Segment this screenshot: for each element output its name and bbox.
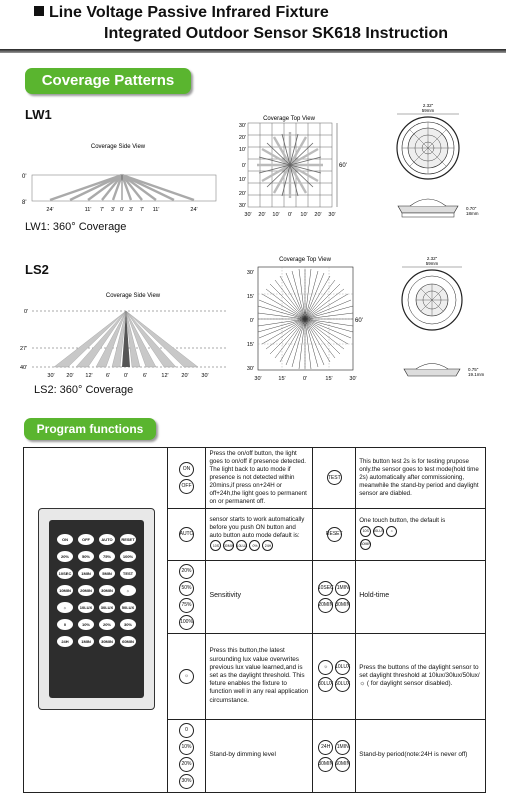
ls2-side-x-label: 30'	[47, 373, 55, 379]
lw1-side-view	[18, 138, 228, 218]
lw1-side-x-label: 11'	[152, 207, 160, 213]
row-icons	[167, 560, 206, 633]
ls2-top-x-label: 0'	[302, 376, 308, 382]
lw1-dim-h-mm: 18mm	[466, 211, 479, 216]
header-divider	[0, 49, 506, 53]
remote-key[interactable]: 1MIN	[78, 568, 94, 579]
lw1-top-side: 60'	[339, 163, 347, 169]
row-icons	[167, 508, 206, 560]
default-badge: 24H	[262, 540, 273, 551]
lw1-top-x-label: 20'	[258, 212, 266, 218]
ls2-top-x-label: 15'	[325, 376, 333, 382]
ls2-product-drawing	[390, 254, 500, 384]
ls2-side-y: 27'	[20, 346, 28, 352]
default-badge: 30MIN	[360, 539, 371, 550]
lw1-top-x-label: 20'	[314, 212, 322, 218]
ls2-top-x-label: 15'	[278, 376, 286, 382]
remote-key[interactable]: 20MIN	[78, 585, 94, 596]
test-button[interactable]: TEST	[327, 470, 342, 485]
ls2-caption: LS2: 360° Coverage	[34, 384, 134, 396]
dim-30-button[interactable]: 30%	[179, 774, 194, 789]
ls2-side-y: 0'	[24, 309, 29, 315]
row-icons	[313, 508, 356, 560]
lw1-side-x-label: 24'	[190, 207, 198, 213]
hold-30min-button[interactable]: 30MIN	[335, 598, 350, 613]
lw1-top-y-label: 20'	[238, 191, 246, 197]
lw1-side-x-label: 7'	[99, 207, 105, 213]
lux-50-button[interactable]: 50LUX	[335, 677, 350, 692]
ls2-side-title: Coverage Side View	[105, 293, 161, 299]
lw1-top-x-label: 30'	[328, 212, 336, 218]
title-line-2: Integrated Outdoor Sensor SK618 Instruction	[104, 25, 449, 42]
ls2-side-view	[18, 287, 228, 387]
ls2-top-y-label: 15'	[246, 342, 254, 348]
remote-key[interactable]: 1MIN	[78, 636, 94, 647]
ls2-side-x-label: 20'	[181, 373, 189, 379]
remote-key[interactable]: RESET	[120, 534, 136, 545]
lw1-side-x-label: 24'	[46, 207, 54, 213]
program-section-label: Program functions	[24, 418, 156, 440]
lw1-top-y-label: 30'	[238, 203, 246, 209]
lw1-side-y-8: 8'	[22, 200, 27, 206]
dim-0-button[interactable]: 0	[179, 723, 194, 738]
ls2-side-x-label: 0'	[123, 373, 129, 379]
remote-key[interactable]: 30MIN	[99, 585, 115, 596]
daylight-disable-button[interactable]: ☼	[318, 660, 333, 675]
default-badge: 10S	[210, 540, 221, 551]
remote-key[interactable]: 50LUX	[120, 602, 136, 613]
on-button[interactable]: ON	[179, 462, 194, 477]
ls2-top-y-label: 15'	[246, 294, 254, 300]
lw1-dim-h: 0.70"	[466, 206, 477, 211]
remote-key[interactable]: 0	[57, 619, 73, 630]
lux-30-button[interactable]: 30LUX	[318, 677, 333, 692]
row-desc: Stand-by dimming level	[206, 719, 313, 792]
ls2-side-x-label: 12'	[85, 373, 93, 379]
lw1-top-y-label: 10'	[238, 147, 246, 153]
ls2-side-x-label: 20'	[66, 373, 74, 379]
hold-10sec-button[interactable]: 10SEC	[318, 581, 333, 596]
default-badge: 10S	[360, 526, 371, 537]
default-badge: 30MIN	[223, 540, 234, 551]
sens-75-button[interactable]: 75%	[179, 598, 194, 613]
default-badge: 10LUX	[236, 540, 247, 551]
remote-key[interactable]: AUTO	[99, 534, 115, 545]
row-desc: Stand-by period(note:24H is never off)	[356, 719, 486, 792]
lw1-top-y-label: 10'	[238, 177, 246, 183]
remote-key[interactable]: 30LUX	[99, 602, 115, 613]
row-desc: This button test 2s is for testing prupose only.the sensor goes to test mode(hold time 2s) automatically after commissioning, meanwhile the stand-by period and daylight sensor are diabled.	[356, 448, 486, 509]
lw1-caption: LW1: 360° Coverage	[25, 221, 127, 233]
ls2-top-view	[242, 252, 367, 385]
dim-10-button[interactable]: 10%	[179, 740, 194, 755]
remote-key[interactable]: 75%	[99, 551, 115, 562]
remote-key[interactable]: 10MIN	[57, 585, 73, 596]
remote-key[interactable]: 100%	[120, 551, 136, 562]
lux-10-button[interactable]: 10LUX	[335, 660, 350, 675]
lw1-dim-w-mm: 59mm	[421, 108, 435, 113]
remote-key[interactable]: 20%	[99, 619, 115, 630]
off-button[interactable]: OFF	[179, 479, 194, 494]
lw1-side-title: Coverage Side View	[90, 144, 146, 150]
lw1-side-x-label: 0'	[119, 207, 125, 213]
row-icons	[167, 448, 206, 509]
ls2-side-x-label: 6'	[105, 373, 111, 379]
lw1-side-x-label: 3'	[128, 207, 134, 213]
remote-key[interactable]: 10SEC	[57, 568, 73, 579]
row-desc	[206, 508, 313, 560]
ls2-dim-h-mm: 19.1mm	[468, 372, 485, 377]
function-row	[24, 448, 486, 509]
remote-key[interactable]: ☼	[57, 602, 73, 613]
lw1-side-x-label: 7'	[139, 207, 145, 213]
ls2-top-y-label: 0'	[249, 318, 254, 324]
remote-key[interactable]: 60MIN	[120, 636, 136, 647]
ls2-side-x-label: 6'	[142, 373, 148, 379]
auto-desc: sensor starts to work automatically before you push ON button and auto button auto mode default is:	[209, 515, 305, 539]
sens-100-button[interactable]: 100%	[179, 615, 194, 630]
standby-30min-button[interactable]: 30MIN	[318, 757, 333, 772]
sens-50-button[interactable]: 50%	[179, 581, 194, 596]
default-badge: 0%	[249, 540, 260, 551]
row-desc: Sensitivity	[206, 560, 313, 633]
remote-keypad	[49, 520, 144, 698]
title-line-1-text: Line Voltage Passive Infrared Fixture	[49, 4, 329, 21]
hold-1min-button[interactable]: 1MIN	[335, 581, 350, 596]
row-icons	[313, 448, 356, 509]
row-icons	[313, 560, 356, 633]
remote-control	[38, 508, 155, 710]
ls2-top-y-label: 30'	[246, 366, 254, 372]
lw1-top-x-label: 30'	[244, 212, 252, 218]
ls2-dim-h: 0.75"	[468, 367, 479, 372]
remote-key[interactable]: 10LUX	[78, 602, 94, 613]
learn-lux-button[interactable]: ☼	[179, 669, 194, 684]
reset-button[interactable]: RESET	[327, 527, 342, 542]
lw1-side-x-label: 3'	[110, 207, 116, 213]
remote-key[interactable]: 5MIN	[99, 568, 115, 579]
row-desc: Hold-time	[356, 560, 486, 633]
ls2-dim-w: 2.32"	[426, 256, 438, 261]
lw1-top-y-label: 30'	[238, 123, 246, 129]
row-desc	[356, 508, 486, 560]
ls2-top-x-label: 30'	[349, 376, 357, 382]
remote-key[interactable]: 30%	[120, 619, 136, 630]
lw1-top-x-label: 10'	[300, 212, 308, 218]
lw1-dim-w: 2.32"	[422, 103, 434, 108]
model-ls2: LS2	[25, 262, 49, 277]
remote-key[interactable]: 24H	[57, 636, 73, 647]
bullet-square-icon	[34, 6, 44, 16]
lw1-top-x-label: 0'	[287, 212, 293, 218]
row-desc: Press the on/off button, the light goes to on/off if presence detected. The light back to auto mode if presence is not detected within 20mins,if press on+24H or off+24h,the light goes to permanent on or permanent off.	[206, 448, 313, 509]
row-icons	[313, 633, 356, 719]
sun-icon: ☼	[386, 526, 397, 537]
lw1-side-x-label: 11'	[84, 207, 92, 213]
lw1-top-y-label: 0'	[241, 163, 246, 169]
ls2-side-y: 40'	[20, 365, 28, 371]
row-icons	[167, 719, 206, 792]
sens-20-button[interactable]: 20%	[179, 564, 194, 579]
auto-button[interactable]: AUTO	[179, 527, 194, 542]
remote-key[interactable]: TEST	[120, 568, 136, 579]
model-lw1: LW1	[25, 107, 52, 122]
row-icons	[313, 719, 356, 792]
lw1-product-drawing	[386, 100, 486, 230]
ls2-top-side: 60'	[355, 318, 363, 324]
ls2-top-title: Coverage Top View	[279, 257, 331, 263]
row-desc: Press this button,the latest surounding lux value overwrites previous lux value learned,and is set as the daylight threshold. This feture enables the fixture to function well in any real application circumstance.	[206, 633, 313, 719]
default-badge: 50LUX	[373, 526, 384, 537]
remote-key[interactable]: 30MIN	[99, 636, 115, 647]
remote-key[interactable]: OFF	[78, 534, 94, 545]
lw1-top-y-label: 20'	[238, 135, 246, 141]
standby-60min-button[interactable]: 60MIN	[335, 757, 350, 772]
row-desc: Press the buttons of the daylight sensor to set daylight threshold at 10lux/30lux/50lux/ ☼ ( for daylight sensor disabled).	[356, 633, 486, 719]
remote-key[interactable]: 50%	[78, 551, 94, 562]
lw1-top-x-label: 10'	[272, 212, 280, 218]
reset-desc: One touch button, the default is	[359, 517, 446, 525]
row-icons	[167, 633, 206, 719]
lw1-top-title: Coverage Top View	[263, 116, 315, 122]
remote-key[interactable]: ☼	[120, 585, 136, 596]
ls2-side-x-label: 30'	[201, 373, 209, 379]
remote-key[interactable]: 10%	[78, 619, 94, 630]
standby-1min-button[interactable]: 1MIN	[335, 740, 350, 755]
remote-key[interactable]: 20%	[57, 551, 73, 562]
dim-20-button[interactable]: 20%	[179, 757, 194, 772]
remote-key[interactable]: ON	[57, 534, 73, 545]
ls2-top-y-label: 30'	[246, 270, 254, 276]
lw1-side-y-0: 0'	[22, 174, 27, 180]
hold-20min-button[interactable]: 20MIN	[318, 598, 333, 613]
lw1-top-view	[232, 110, 357, 222]
coverage-section-label: Coverage Patterns	[25, 68, 191, 94]
standby-24h-button[interactable]: 24H	[318, 740, 333, 755]
ls2-side-x-label: 12'	[161, 373, 169, 379]
ls2-dim-w-mm: 59mm	[425, 261, 439, 266]
title-line-1	[34, 4, 329, 22]
ls2-top-x-label: 30'	[254, 376, 262, 382]
